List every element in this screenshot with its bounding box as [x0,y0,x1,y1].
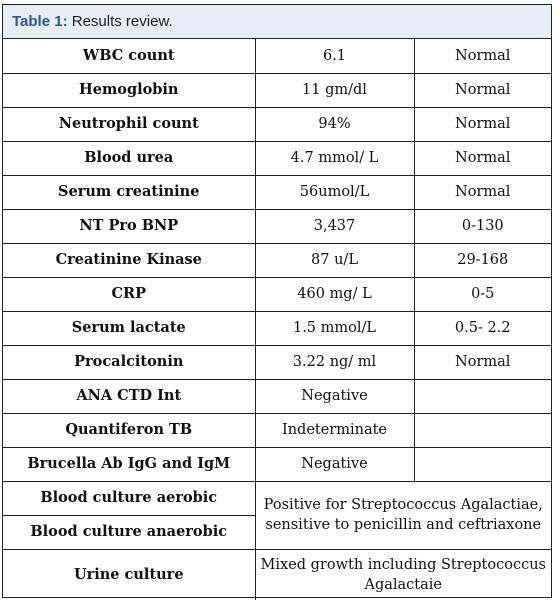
table-row [3,209,551,243]
test-value-cell: 3.22 ng/ ml [255,345,414,379]
test-value-cell: Negative [255,447,414,481]
test-name-cell: Blood culture anaerobic [3,515,255,549]
table-row [3,141,551,175]
reference-range-cell: Normal [414,73,551,107]
test-name-cell: Creatinine Kinase [3,243,255,277]
test-value-cell: 1.5 mmol/L [255,311,414,345]
reference-range-cell: 0-130 [414,209,551,243]
reference-range-cell [414,379,551,413]
test-name-cell: NT Pro BNP [3,209,255,243]
table-row [3,311,551,345]
test-name-cell: Brucella Ab IgG and IgM [3,447,255,481]
reference-range-cell: Normal [414,175,551,209]
reference-range-cell: 0-5 [414,277,551,311]
table-row [3,243,551,277]
test-name-cell: Serum creatinine [3,175,255,209]
reference-range-cell: 29-168 [414,243,551,277]
test-name-cell: WBC count [3,39,255,73]
test-name-cell: Blood culture aerobic [3,481,255,515]
test-value-cell: 56umol/L [255,175,414,209]
table-row [3,481,551,515]
test-value-cell: 11 gm/dl [255,73,414,107]
table-row [3,107,551,141]
test-name-cell: CRP [3,277,255,311]
test-name-cell: Quantiferon TB [3,413,255,447]
table-row [3,345,551,379]
reference-range-cell: Normal [414,141,551,175]
table-row [3,175,551,209]
caption-text: Results review. [67,13,173,30]
results-table-frame [2,4,552,598]
reference-range-cell: 0.5- 2.2 [414,311,551,345]
test-value-cell: 4.7 mmol/ L [255,141,414,175]
test-name-cell: Blood urea [3,141,255,175]
table-row [3,39,551,73]
table-row [3,73,551,107]
table-row [3,379,551,413]
test-value-cell: Negative [255,379,414,413]
test-value-cell: 94% [255,107,414,141]
test-name-cell: ANA CTD Int [3,379,255,413]
caption-label: Table 1: [12,13,68,30]
reference-range-cell: Normal [414,107,551,141]
test-value-cell: 3,437 [255,209,414,243]
table-caption [3,5,551,39]
table-row [3,413,551,447]
table-row [3,549,551,600]
table-row [3,277,551,311]
reference-range-cell: Normal [414,39,551,73]
test-value-cell: 6.1 [255,39,414,73]
table-row [3,447,551,481]
test-value-cell: 87 u/L [255,243,414,277]
test-name-cell: Hemoglobin [3,73,255,107]
reference-range-cell [414,447,551,481]
test-name-cell: Serum lactate [3,311,255,345]
test-name-cell: Neutrophil count [3,107,255,141]
test-value-cell: 460 mg/ L [255,277,414,311]
reference-range-cell [414,413,551,447]
test-name-cell: Procalcitonin [3,345,255,379]
reference-range-cell: Normal [414,345,551,379]
urine-culture-result-cell: Mixed growth including Streptococcus Agalactaie [255,549,551,600]
results-table [3,39,551,600]
test-value-cell: Indeterminate [255,413,414,447]
test-name-cell: Urine culture [3,549,255,600]
blood-culture-result-cell: Positive for Streptococcus Agalactiae, sensitive to penicillin and ceftriaxone [255,481,551,549]
